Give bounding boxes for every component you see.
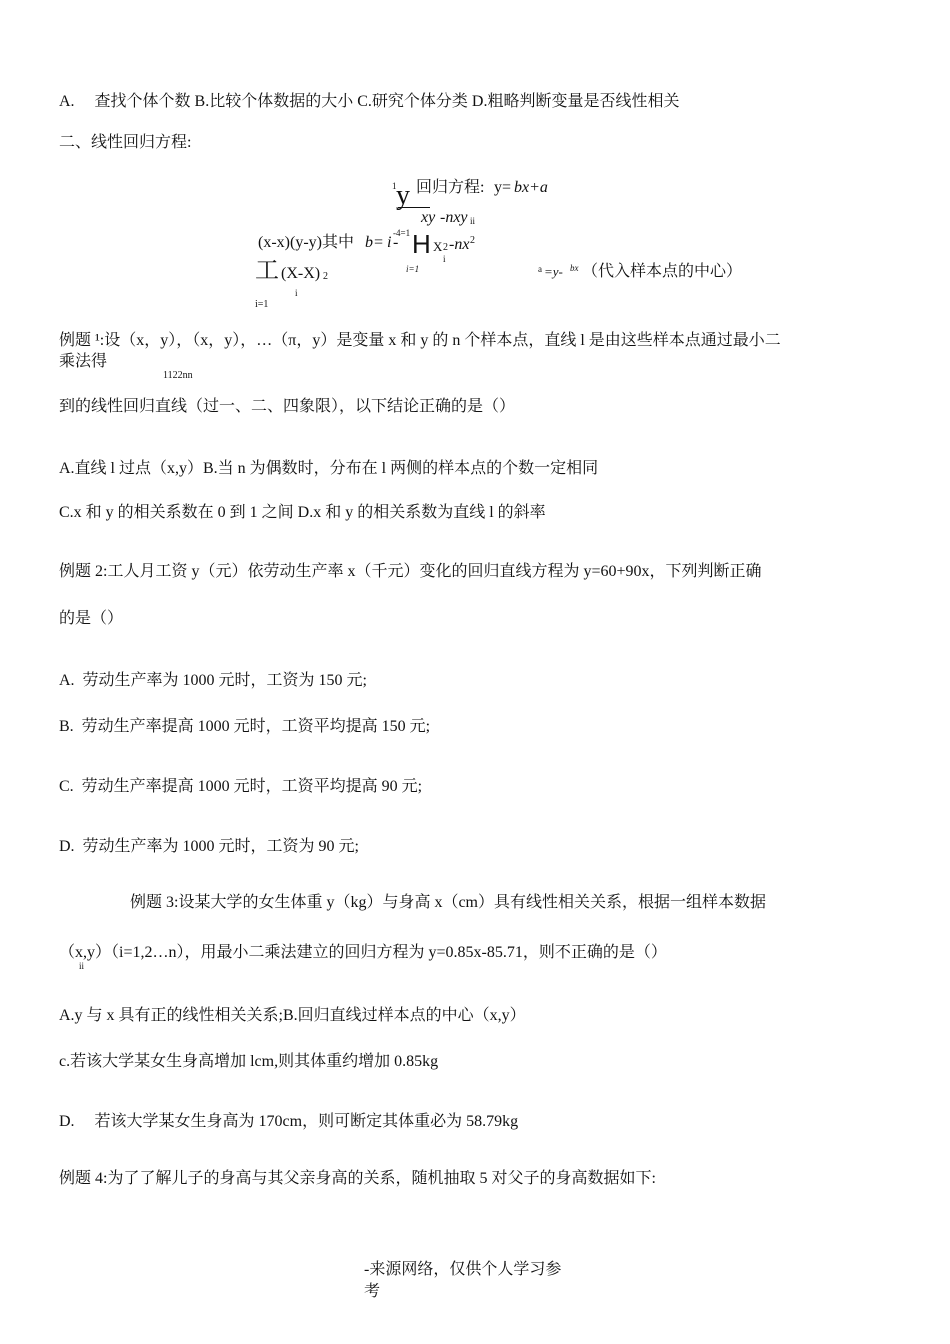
example-3-options-ab: A.y 与 x 具有正的线性相关关系;B.回归直线过样本点的中心（x,y） [59,1007,526,1024]
example-1-options-cd: C.x 和 y 的相关系数在 0 到 1 之间 D.x 和 y 的相关系数为直线 l 的斜率 [59,504,546,521]
formula-tiny-label: -4=1 [393,228,411,238]
footer-note: -来源网络，仅供个人学习参 [364,1261,562,1278]
formula-numerator: xy [421,209,436,226]
example-4-text: 例题 4:为了了解儿子的身高与其父亲身高的关系，随机抽取 5 对父子的身高数据如下: [59,1170,656,1187]
example-1-text-cont: 乘法得 [59,353,108,370]
example-3-text: 例题 3:设某大学的女生体重 y（kg）与身高 x（cm）具有线性相关关系，根据一组样本数据 [130,894,766,911]
example-3-option-c: c.若该大学某女生身高增加 lcm,则其体重约增加 0.85kg [59,1053,439,1070]
formula-a-sup: a [538,264,542,274]
example-2-option-d: D. 劳动生产率为 1000 元时，工资为 90 元; [59,838,360,855]
formula-bar [398,207,430,208]
formula-sum-i: i [295,288,298,298]
formula-a-eq: =y- [544,264,563,279]
formula-eq-rhs: bx+a [514,179,548,196]
example-1-subscripts: 1122nn [163,370,193,381]
formula-numerator-minus: -nxy [440,209,468,226]
formula-h-glyph: H [412,229,431,259]
example-2-option-a: A. 劳动生产率为 1000 元时，工资为 150 元; [59,672,368,689]
formula-sum-square: (X-X) [281,265,321,282]
formula-denominator-sub: 2 [443,242,448,253]
formula-b-i: i [387,234,392,251]
footer-note-cont: 考 [364,1283,381,1300]
formula-b-dash: - [393,234,399,251]
formula-denominator-sup: 2 [470,235,475,246]
formula-sum-glyph: 工 [255,256,279,284]
section-heading: 二、线性回归方程: [59,134,192,151]
formula-y-glyph: y [396,180,410,211]
example-1-options-ab: A.直线 l 过点（x,y）B.当 n 为偶数时，分布在 l 两侧的样本点的个数一定相同 [59,460,599,477]
example-1-text: 例题 ¹:设（x，y），（x，y），…（π，y）是变量 x 和 y 的 n 个样本点，直线 l 是由这些样本点通过最小二 [59,332,781,349]
example-2-text: 例题 2:工人月工资 y（元）依劳动生产率 x（千元）变化的回归直线方程为 y=60+90x，下列判断正确 [59,563,762,580]
example-2-option-b: B. 劳动生产率提高 1000 元时，工资平均提高 150 元; [59,718,431,735]
example-3-subscripts: ii [79,961,85,971]
formula-i-index: i [443,254,446,264]
formula-regression-label: 回归方程: [416,179,485,196]
formula-denominator: X [433,239,443,254]
formula-b-eq: b= [365,234,384,251]
formula-denominator-minus: -nx [449,236,470,253]
example-3-text-cont: （x,y）（i=1,2…n），用最小二乘法建立的回归方程为 y=0.85x-85.71，则不正确的是（） [59,944,667,961]
formula-a-bx: bx [570,263,579,273]
formula-eq-y: y= [494,179,512,196]
formula-superscript: 1 [392,181,397,191]
example-2-option-c: C. 劳动生产率提高 1000 元时，工资平均提高 90 元; [59,778,423,795]
formula-sum-product: (x-x)(y-y)其中 [258,234,354,251]
formula-center-note: （代入样本点的中心） [582,263,743,280]
formula-sum-square-sub: 2 [323,271,328,282]
formula-i1-label: i=1 [406,264,420,274]
example-1-question: 到的线性回归直线（过一、二、四象限），以下结论正确的是（） [59,398,516,415]
formula-numerator-sub: ii [470,216,476,226]
example-2-text-cont: 的是（） [59,610,124,627]
formula-sum-i1: i=1 [255,299,269,310]
example-3-option-d: D. 若该大学某女生身高为 170cm，则可断定其体重必为 58.79kg [59,1113,519,1130]
question-options-line: A. 查找个体个数 B.比较个体数据的大小 C.研究个体分类 D.粗略判断变量是否线性相关 [59,93,680,110]
